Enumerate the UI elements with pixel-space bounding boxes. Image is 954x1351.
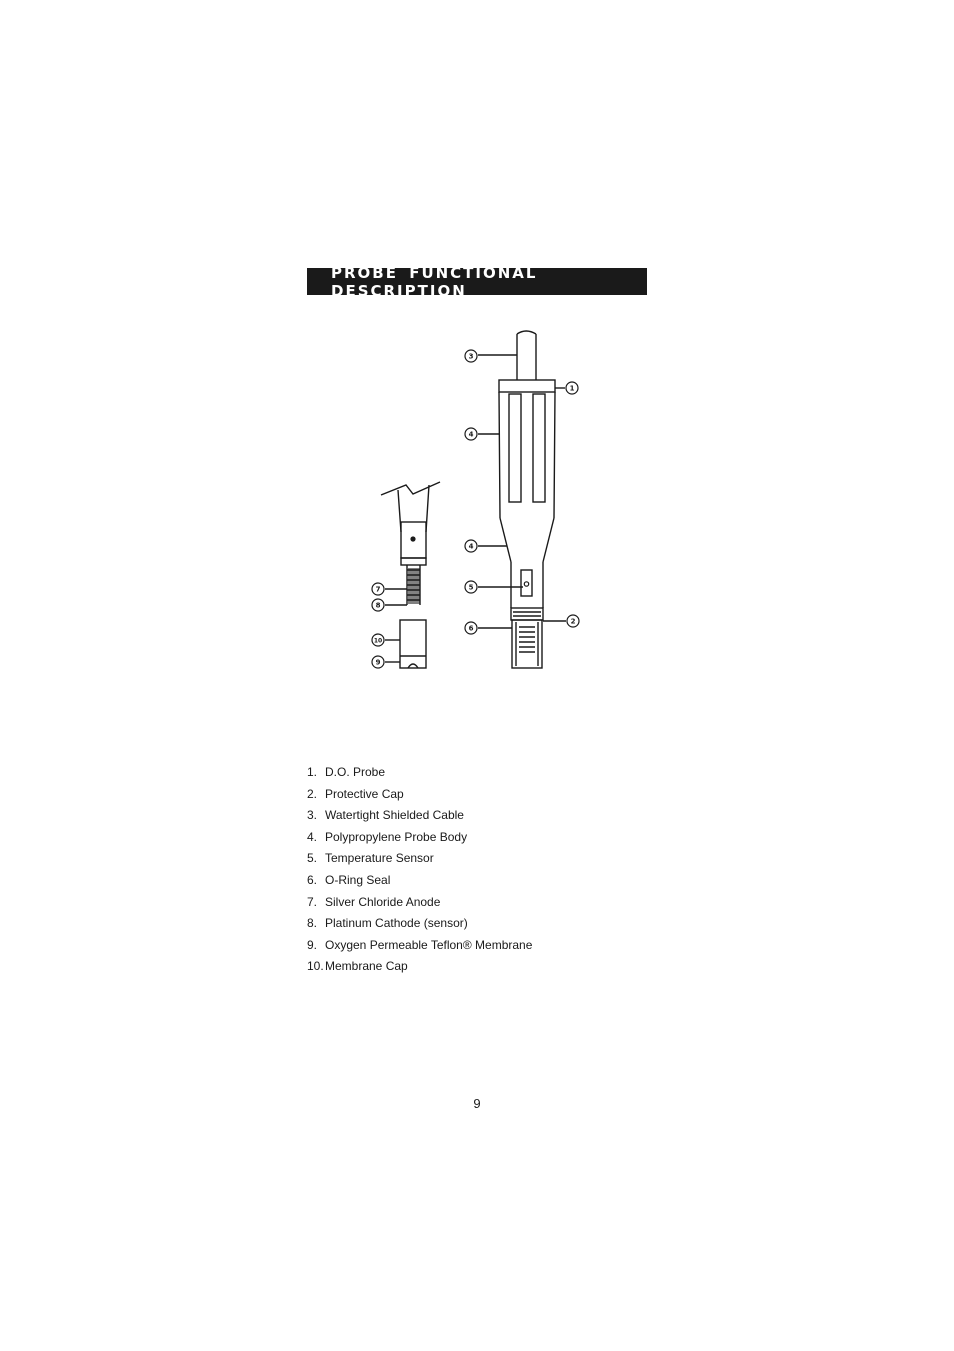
callout-4-lower — [465, 540, 477, 552]
list-item: 8. Platinum Cathode (sensor) — [307, 916, 468, 931]
svg-text:1: 1 — [569, 384, 575, 393]
list-item: 9. Oxygen Permeable Teflon® Membrane — [307, 937, 533, 952]
svg-text:6: 6 — [468, 624, 474, 633]
callout-5 — [465, 581, 477, 593]
callout-2 — [567, 615, 579, 627]
probe-body-taper — [500, 518, 554, 562]
callout-9 — [372, 656, 384, 668]
callout-4-upper — [465, 428, 477, 440]
page-number: 9 — [473, 1096, 481, 1111]
callout-1 — [566, 382, 578, 394]
section-title: PROBE FUNCTIONAL DESCRIPTION — [331, 263, 538, 300]
list-item: 6. O-Ring Seal — [307, 872, 391, 887]
svg-text:10: 10 — [373, 637, 383, 645]
probe-diagram — [360, 322, 600, 682]
svg-text:4: 4 — [468, 430, 474, 439]
svg-text:5: 5 — [468, 583, 474, 592]
list-item: 1. D.O. Probe — [307, 765, 386, 779]
list-item: 3. Watertight Shielded Cable — [307, 808, 464, 823]
callout-6 — [465, 622, 477, 634]
svg-text:4: 4 — [468, 542, 474, 551]
probe-body-upper — [499, 392, 555, 518]
membrane-cap — [400, 620, 426, 668]
svg-text:8: 8 — [375, 601, 381, 610]
left-probe-body — [398, 485, 429, 532]
probe-collar — [499, 380, 555, 392]
svg-text:2: 2 — [570, 617, 576, 626]
left-probe-broken-top — [381, 482, 440, 495]
svg-text:7: 7 — [375, 585, 381, 594]
callout-3 — [465, 350, 477, 362]
cable — [517, 331, 536, 380]
svg-text:9: 9 — [375, 658, 381, 667]
svg-text:3: 3 — [468, 352, 474, 361]
probe-body-lower — [511, 562, 543, 608]
callout-8 — [372, 599, 384, 611]
parts-list — [307, 762, 532, 978]
list-item: 4. Polypropylene Probe Body — [307, 829, 468, 844]
list-item: 10.Membrane Cap — [307, 959, 408, 974]
list-item: 5. Temperature Sensor — [307, 851, 434, 866]
section-title-bar — [307, 263, 647, 300]
temperature-sensor — [521, 570, 532, 596]
list-item: 7. Silver Chloride Anode — [307, 894, 441, 909]
callout-7 — [372, 583, 384, 595]
list-item: 2. Protective Cap — [307, 786, 404, 801]
callout-10 — [372, 634, 384, 646]
